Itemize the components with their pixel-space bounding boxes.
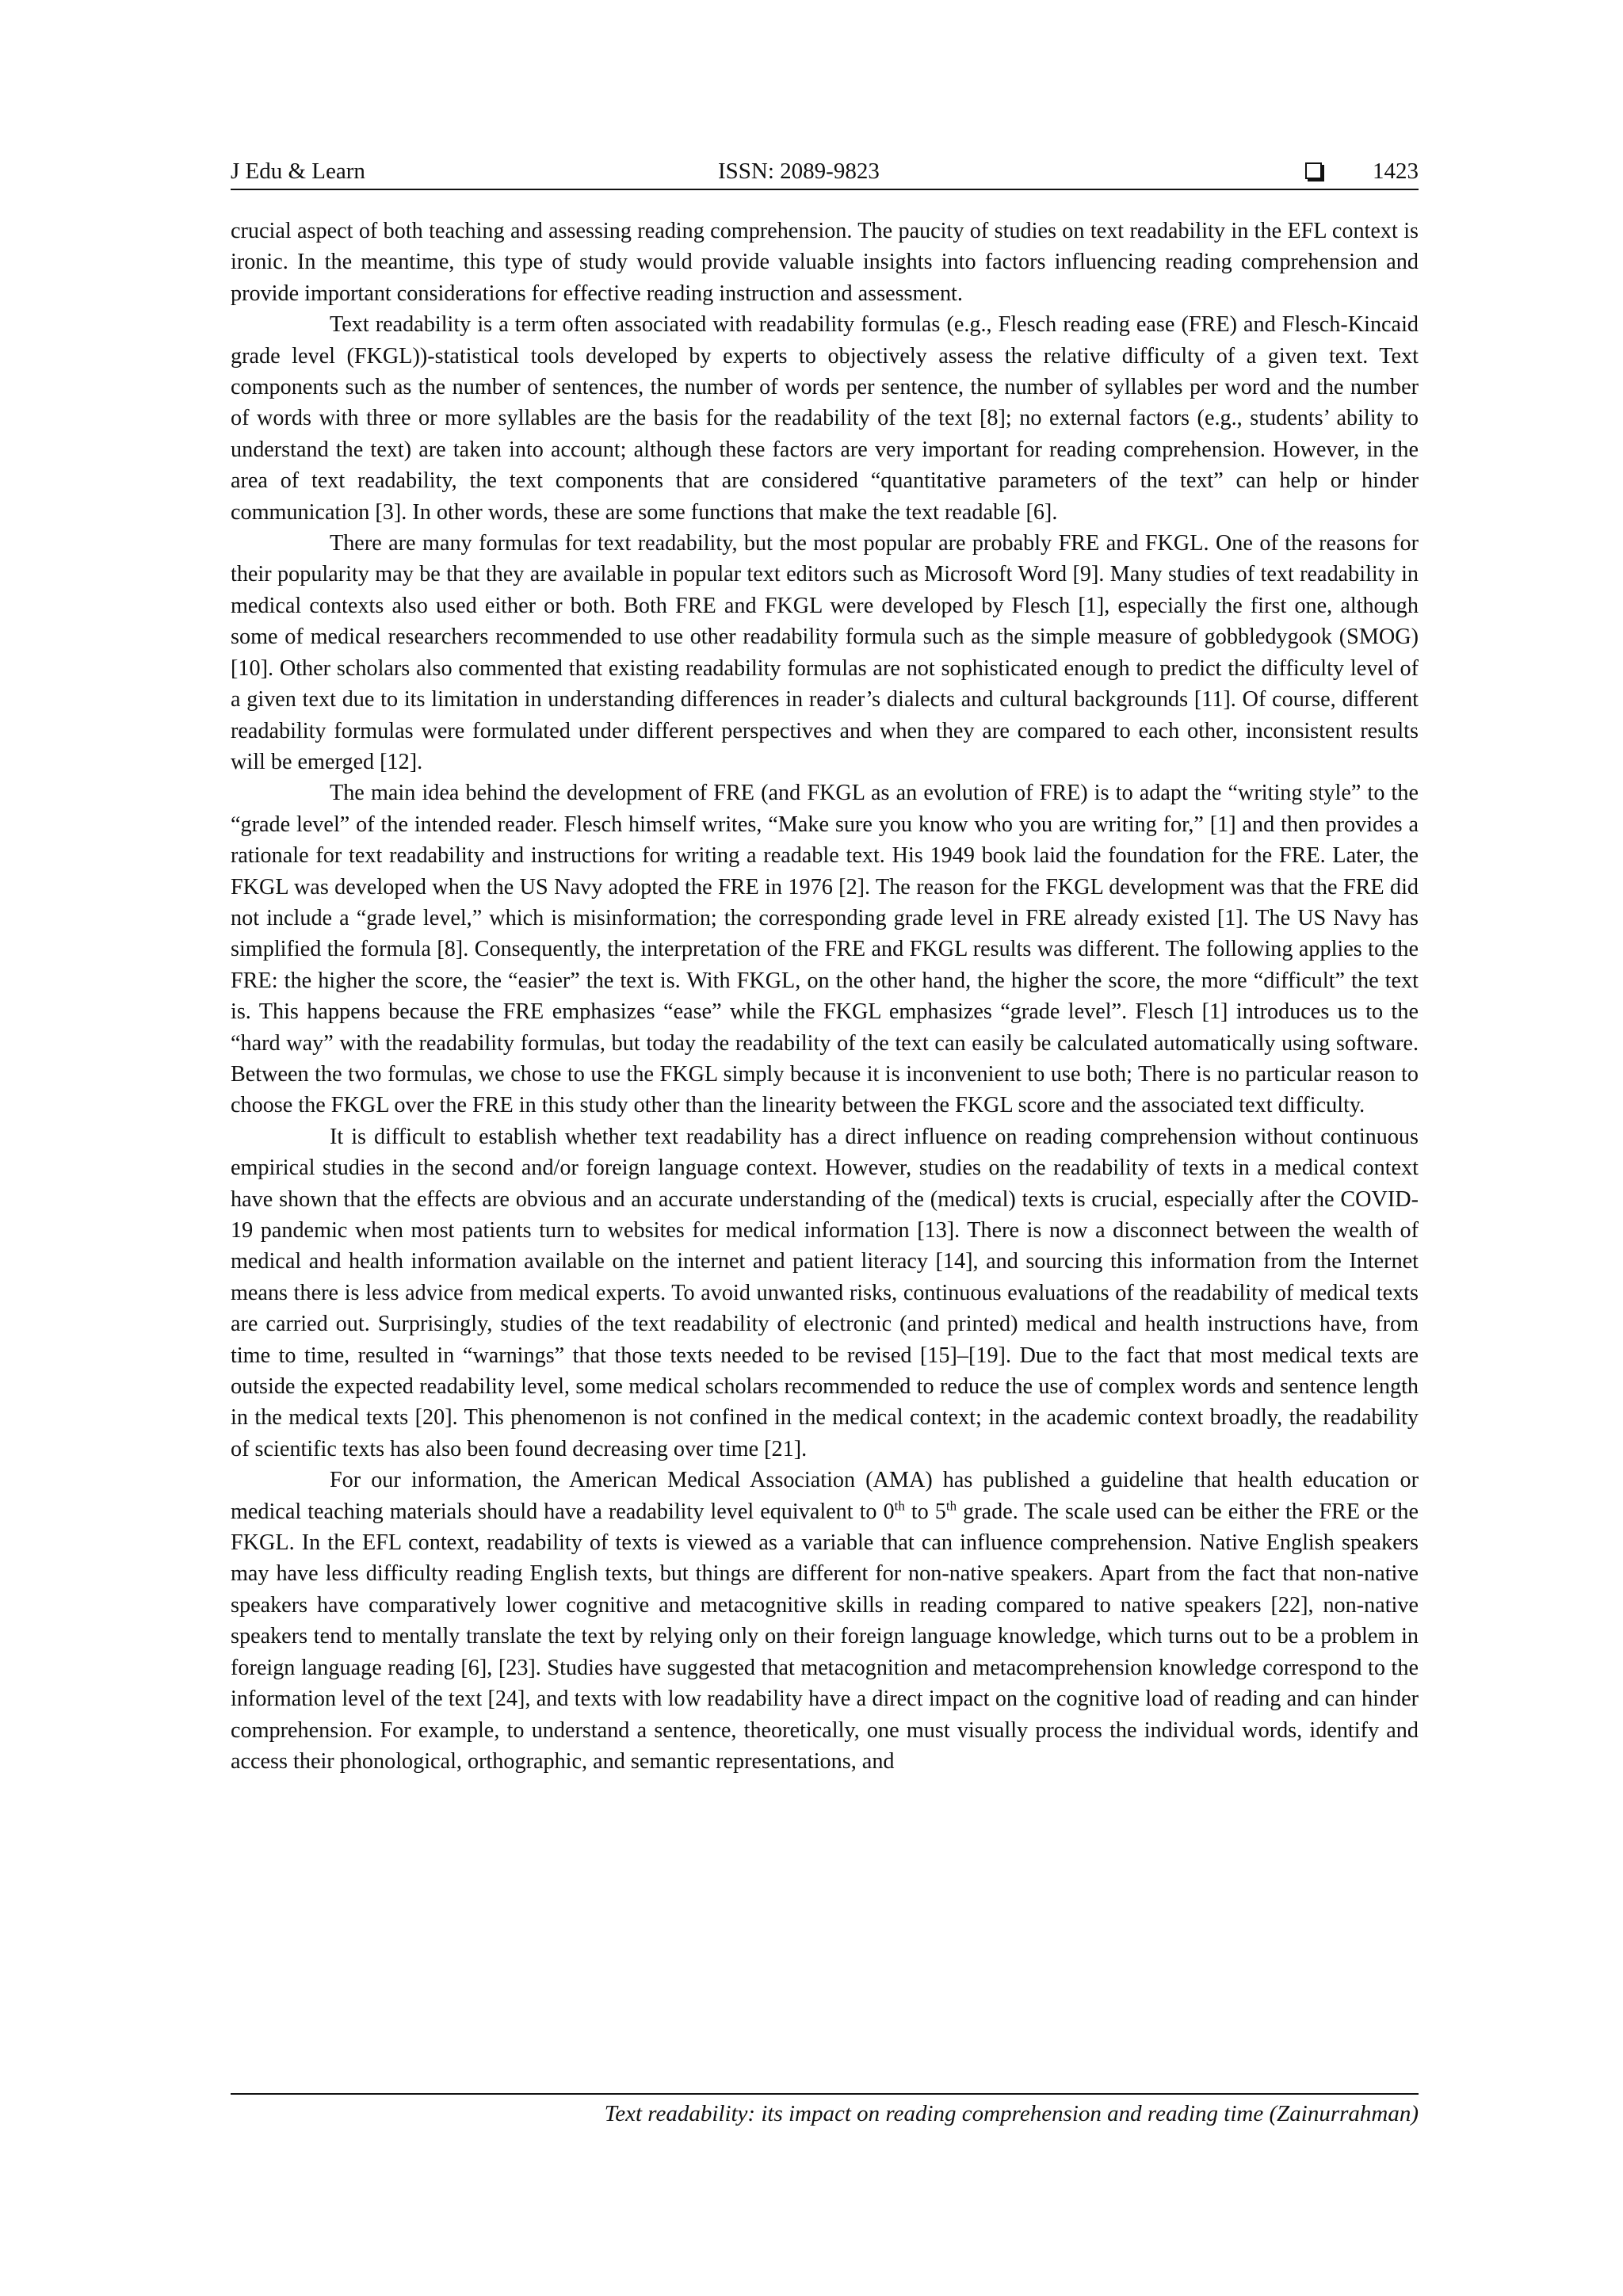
body-text — [231, 216, 1419, 1777]
page — [231, 0, 1419, 2296]
paragraph-5: It is difficult to establish whether text readability has a direct influence on reading comprehension without continuous empirical studies in the second and/or foreign language context. However, studies on the readability of texts in a medical context have shown that the effects are obvious and an accurate understanding of the (medical) texts is crucial, especially after the COVID-19 pandemic when most patients turn to websites for medical information [13]. There is now a disconnect between the wealth of medical and health information available on the internet and patient literacy [14], and sourcing this information from the Internet means there is less advice from medical experts. To avoid unwanted risks, continuous evaluations of the readability of medical texts are carried out. Surprisingly, studies of the text readability of electronic (and printed) medical and health instructions have, from time to time, resulted in “warnings” that those texts needed to be revised [15]–[19]. Due to the fact that most medical texts are outside the expected readability level, some medical scholars recommended to reduce the use of complex words and sentence length in the medical texts [20]. This phenomenon is not confined in the medical context; in the academic context broadly, the readability of scientific texts has also been found decreasing over time [21]. — [231, 1124, 1419, 1461]
page-number: 1423 — [1373, 159, 1419, 184]
paragraph-6-part-1: For our information, the American Medical Association (AMA) has published a guideline that health education or medical teaching materials should have a readability level equivalent to 0 — [231, 1468, 1419, 1524]
superscript-th-1: th — [894, 1498, 905, 1514]
paragraph-2: Text readability is a term often associated with readability formulas (e.g., Flesch reading ease (FRE) and Flesch-Kincaid grade level (FKGL))-statistical tools developed by experts to objectively assess the relative difficulty of a given text. Text components such as the number of sentences, the number of words per sentence, the number of syllables per word and the number of words with three or more syllables are the basis for the readability of the text [8]; no external factors (e.g., students’ ability to understand the text) are taken into account; although these factors are very important for reading comprehension. However, in the area of text readability, the text components that are considered “quantitative parameters of the text” can help or hinder communication [3]. In other words, these are some functions that make the text readable [6]. — [231, 312, 1419, 525]
paragraph-1: crucial aspect of both teaching and assessing reading comprehension. The paucity of studies on text readability in the EFL context is ironic. In the meantime, this type of study would provide valuable insights into factors influencing reading comprehension and provide important considerations for effective reading instruction and assessment. — [231, 219, 1419, 306]
page-footer — [231, 2093, 1419, 2131]
paragraph-6-part-3: grade. The scale used can be either the FRE or the FKGL. In the EFL context, readability of texts is viewed as a variable that can influence comprehension. Native English speakers may have less difficulty reading English texts, but things are different for non-native speakers. Apart from the fact that non-native speakers have comparatively lower cognitive and metacognitive skills in reading compared to native speakers [22], non-native speakers tend to mentally translate the text by relying only on their foreign language knowledge, which turns out to be a problem in foreign language reading [6], [23]. Studies have suggested that metacognition and metacomprehension knowledge correspond to the information level of the text [24], and texts with low readability have a direct impact on the cognitive load of reading and can hinder comprehension. For example, to understand a sentence, theoretically, one must visually process the individual words, identify and access their phonological, orthographic, and semantic representations, and — [231, 1499, 1419, 1774]
superscript-th-2: th — [945, 1498, 957, 1514]
paragraph-4: The main idea behind the development of FRE (and FKGL as an evolution of FRE) is to adapt the “writing style” to the “grade level” of the intended reader. Flesch himself writes, “Make sure you know who you are writing for,” [1] and then provides a rationale for text readability and instructions for writing a readable text. His 1949 book laid the foundation for the FRE. Later, the FKGL was developed when the US Navy adopted the FRE in 1976 [2]. The reason for the FKGL development was that the FRE did not include a “grade level,” which is misinformation; the corresponding grade level in FRE already existed [1]. The US Navy has simplified the formula [8]. Consequently, the interpretation of the FRE and FKGL results was different. The following applies to the FRE: the higher the score, the “easier” the text is. With FKGL, on the other hand, the higher the score, the more “difficult” the text is. This happens because the FRE emphasizes “ease” while the FKGL emphasizes “grade level”. Flesch [1] introduces us to the “hard way” with the readability formulas, but today the readability of the text can easily be calculated automatically using software. Between the two formulas, we chose to use the FKGL simply because it is inconvenient to use both; There is no particular reason to choose the FKGL over the FRE in this study other than the linearity between the FKGL score and the associated text difficulty. — [231, 781, 1419, 1118]
checkbox-square-icon — [1305, 162, 1322, 179]
issn-label: ISSN: 2089-9823 — [718, 159, 880, 184]
paragraph-3: There are many formulas for text readability, but the most popular are probably FRE and FKGL. One of the reasons for their popularity may be that they are available in popular text editors such as Microsoft Word [9]. Many studies of text readability in medical contexts also used either or both. Both FRE and FKGL were developed by Flesch [1], especially the first one, although some of medical researchers recommended to use other readability formula such as the simple measure of gobbledygook (SMOG) [10]. Other scholars also commented that existing readability formulas are not sophisticated enough to predict the difficulty level of a given text due to its limitation in understanding differences in reader’s dialects and cultural backgrounds [11]. Of course, different readability formulas were formulated under different perspectives and when they are compared to each other, inconsistent results will be emerged [12]. — [231, 531, 1419, 774]
page-header — [231, 154, 1419, 190]
journal-name: J Edu & Learn — [231, 159, 365, 184]
paragraph-6-part-2: to 5 — [904, 1499, 946, 1524]
running-title: Text readability: its impact on reading comprehension and reading time (Zainurrahman) — [604, 2101, 1419, 2126]
paragraph-6 — [231, 1465, 1419, 1777]
